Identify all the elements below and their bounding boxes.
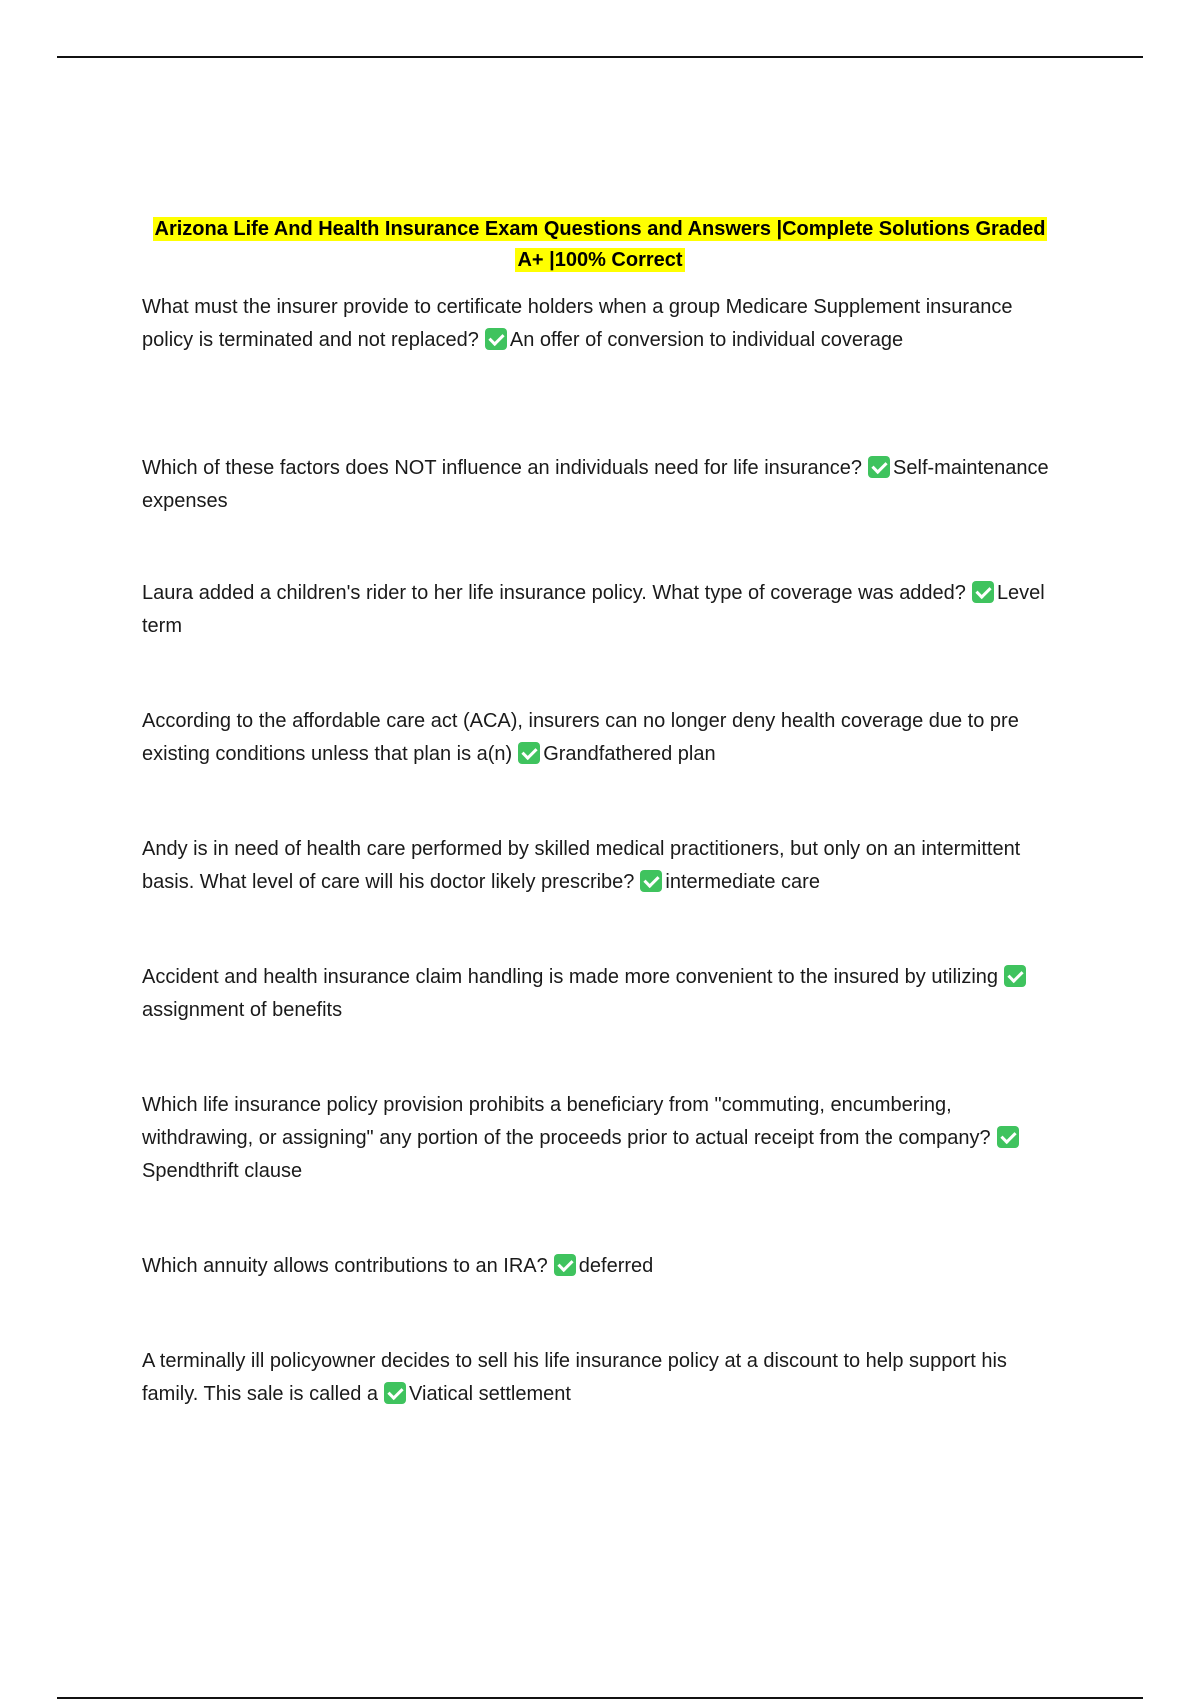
answer-text: An offer of conversion to individual coverage [509,329,904,351]
check-mark-icon [640,870,662,892]
question-text: A terminally ill policyowner decides to sell his life insurance policy at a discount to help support his family. This sale is called a [142,1350,1007,1405]
question-text: According to the affordable care act (ACA), insurers can no longer deny health coverage due to pre existing conditions unless that plan is a(n) [142,710,1019,765]
check-mark-icon [1004,965,1026,987]
question-text: Which of these factors does NOT influence an individuals need for life insurance? [142,457,863,479]
qa-item [142,452,1067,518]
answer-text: deferred [578,1255,654,1277]
check-mark-icon [554,1254,576,1276]
document-title [140,214,1060,276]
answer-text: intermediate care [665,871,820,893]
qa-item [142,1250,1067,1283]
check-mark-icon [972,581,994,603]
question-text: Laura added a children's rider to her life insurance policy. What type of coverage was added? [142,582,966,604]
answer-text: Grandfathered plan [543,743,716,765]
answer-text: Viatical settlement [409,1383,571,1405]
qa-item [142,705,1067,771]
check-mark-icon [997,1126,1019,1148]
question-text: Which annuity allows contributions to an IRA? [142,1255,548,1277]
question-text: Which life insurance policy provision prohibits a beneficiary from "commuting, encumbering, withdrawing, or assigning" any portion of the proceeds prior to actual receipt from the company? [142,1094,991,1149]
qa-item [142,1089,1067,1188]
question-text: What must the insurer provide to certificate holders when a group Medicare Supplement insurance policy is terminated and not replaced? [142,296,1013,351]
bottom-rule [57,1697,1143,1699]
check-mark-icon [868,456,890,478]
check-mark-icon [384,1382,406,1404]
answer-text: assignment of benefits [142,999,343,1021]
qa-item [142,1345,1067,1411]
qa-item [142,833,1067,899]
question-text: Andy is in need of health care performed by skilled medical practitioners, but only on an intermittent basis. What level of care will his doctor likely prescribe? [142,838,1021,893]
qa-item [142,291,1067,357]
check-mark-icon [518,742,540,764]
answer-text: Spendthrift clause [142,1160,303,1182]
qa-item [142,577,1067,643]
title-line-2: A+ |100% Correct [517,249,683,271]
title-line-1: Arizona Life And Health Insurance Exam Questions and Answers |Complete Solutions Graded [154,218,1046,240]
answer-text: Self-maintenance expenses [142,457,1049,512]
qa-item [142,961,1067,1027]
answer-text: Level term [142,582,1045,637]
top-rule [57,56,1143,58]
question-text: Accident and health insurance claim handling is made more convenient to the insured by utilizing [142,966,999,988]
check-mark-icon [485,328,507,350]
